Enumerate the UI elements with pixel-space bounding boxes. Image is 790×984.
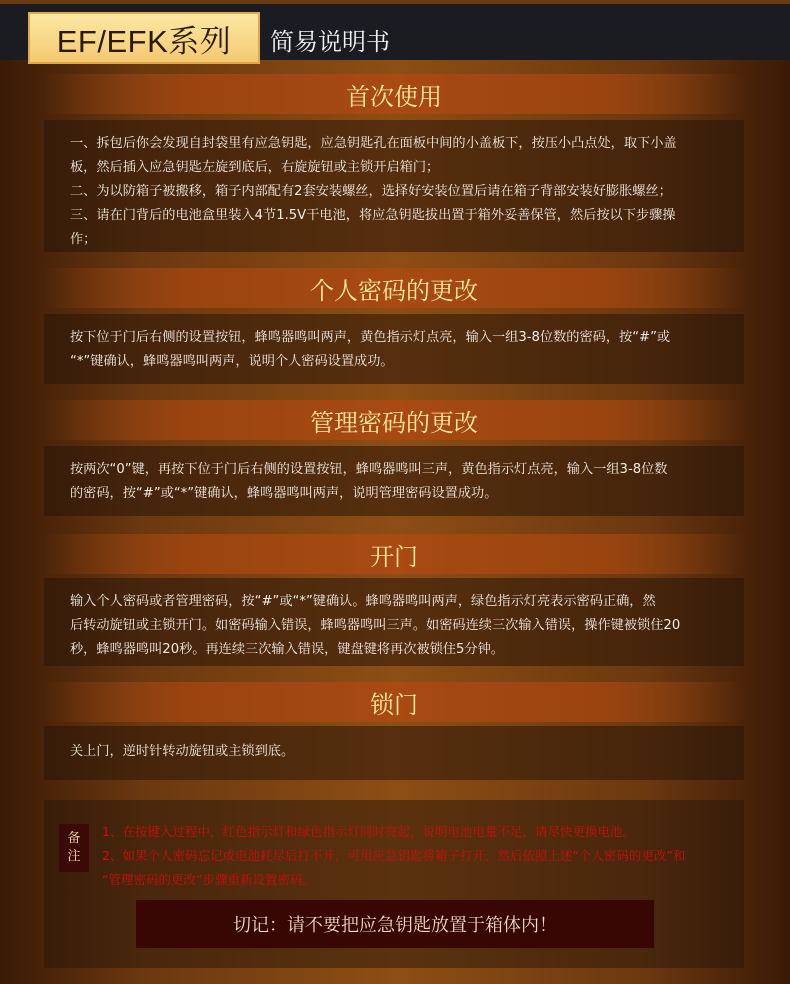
note-label-char: 备 — [67, 831, 81, 846]
note-line: 2、如果个人密码忘记或电池耗尽后打不开，可用应急钥匙将箱子打开，然后依照上述“个人密码的更改”和 — [102, 848, 686, 863]
section-title-text: 开门 — [370, 542, 418, 571]
note-line: 1、在按键入过程中，红色指示灯和绿色指示灯同时亮起，说明电池电量不足，请尽快更换电池。 — [102, 824, 635, 839]
text-line: 输入个人密码或者管理密码，按“#”或“*”键确认。蜂鸣器鸣叫两声，绿色指示灯亮表示密码正确，然 — [70, 594, 656, 609]
series-logo — [28, 12, 260, 64]
text-line: 关上门，逆时针转动旋钮或主锁到底。 — [70, 744, 295, 759]
section-box-admin-password — [44, 446, 744, 516]
section-title-first-use — [44, 74, 744, 114]
note-label — [59, 824, 89, 872]
section-title-personal-password — [44, 268, 744, 308]
header-bar — [0, 0, 790, 60]
section-title-text: 个人密码的更改 — [310, 276, 478, 305]
section-title-admin-password — [44, 400, 744, 440]
warning-banner — [136, 900, 654, 948]
note-line: “管理密码的更改”步骤重新设置密码。 — [102, 872, 315, 887]
note-panel — [44, 800, 744, 968]
text-line: 秒，蜂鸣器鸣叫20秒。再连续三次输入错误，键盘键将再次被锁住5分钟。 — [70, 642, 504, 657]
manual-subtitle: 简易说明书 — [270, 28, 390, 56]
section-title-lock-door — [44, 682, 744, 722]
text-line: 的密码，按“#”或“*”键确认，蜂鸣器鸣叫两声，说明管理密码设置成功。 — [70, 486, 498, 501]
section-box-lock-door — [44, 726, 744, 780]
text-line: 作； — [70, 232, 97, 247]
text-line: 三、请在门背后的电池盒里装入4节1.5V干电池，将应急钥匙拔出置于箱外妥善保管，然后按以下步骤操 — [70, 208, 676, 223]
section-title-text: 管理密码的更改 — [310, 408, 478, 437]
series-logo-text: EF/EFK系列 — [56, 23, 232, 59]
text-line: “*”键确认，蜂鸣器鸣叫两声，说明个人密码设置成功。 — [70, 354, 394, 369]
section-box-personal-password — [44, 314, 744, 384]
note-label-char: 注 — [67, 849, 81, 864]
section-box-first-use — [44, 120, 744, 252]
text-line: 按下位于门后右侧的设置按钮，蜂鸣器鸣叫两声，黄色指示灯点亮，输入一组3-8位数的密码，按“#”或 — [70, 330, 671, 345]
section-title-text: 首次使用 — [346, 82, 442, 111]
section-title-open-door — [44, 534, 744, 574]
warning-text: 切记：请不要把应急钥匙放置于箱体内！ — [233, 915, 557, 936]
section-title-text: 锁门 — [370, 690, 418, 719]
text-line: 板，然后插入应急钥匙左旋到底后，右旋旋钮或主锁开启箱门； — [70, 160, 440, 175]
text-line: 二、为以防箱子被搬移，箱子内部配有2套安装螺丝，选择好安装位置后请在箱子背部安装好膨胀螺丝； — [70, 184, 672, 199]
note-lines — [102, 820, 742, 892]
text-line: 后转动旋钮或主锁开门。如密码输入错误，蜂鸣器鸣叫三声。如密码连续三次输入错误，操作键被锁住20 — [70, 618, 681, 633]
text-line: 一、拆包后你会发现自封袋里有应急钥匙，应急钥匙孔在面板中间的小盖板下，按压小凸点处，取下小盖 — [70, 136, 677, 151]
text-line: 按两次“0”键，再按下位于门后右侧的设置按钮，蜂鸣器鸣叫三声，黄色指示灯点亮，输入一组3-8位数 — [70, 462, 668, 477]
section-box-open-door — [44, 578, 744, 666]
